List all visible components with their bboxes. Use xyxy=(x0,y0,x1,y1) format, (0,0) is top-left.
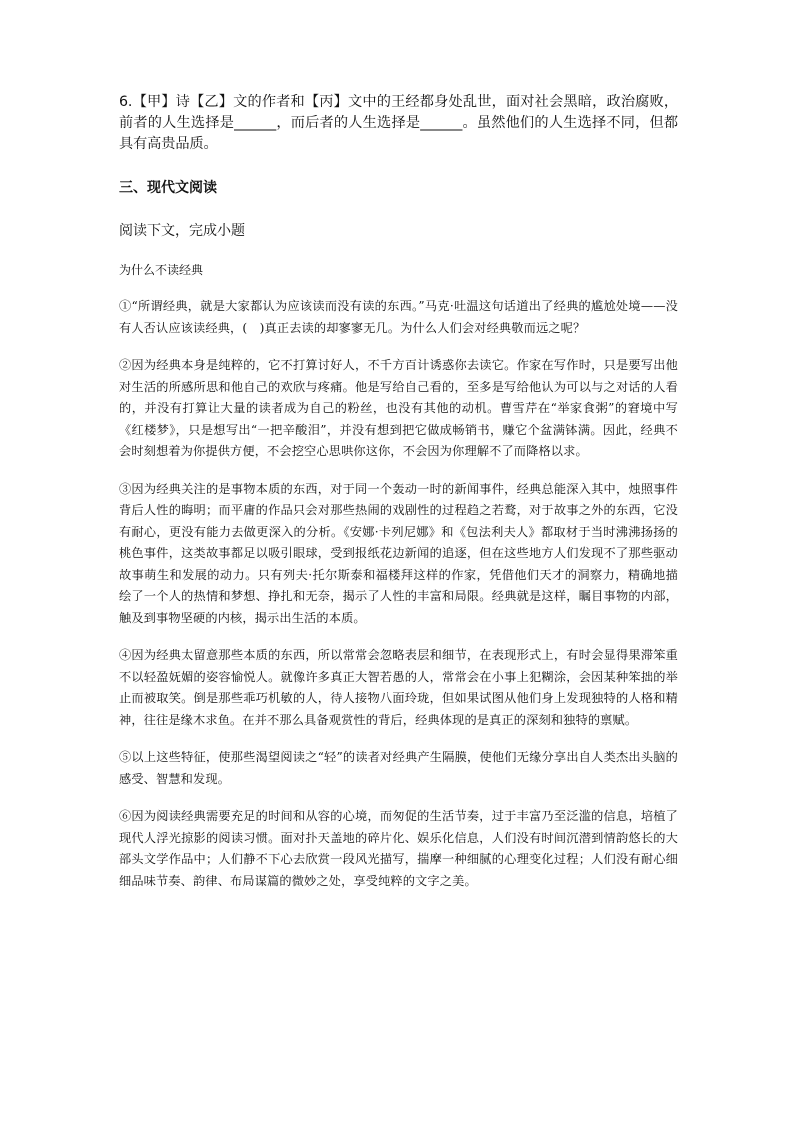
answer-blank-2[interactable]: ______ xyxy=(420,115,463,131)
question-6-text-part2: ，而后者的人生选择是 xyxy=(276,115,421,131)
article-paragraph-2: ②因为经典本身是纯粹的，它不打算讨好人，不千方百计诱惑你去读它。作家在写作时，只是要写出他对生活的所感所思和他自己的欢欣与疼痛。他是写给自己看的，至多是写给他认为可以与之对话的人看的，并没有打算让大量的读者成为自己的粉丝，也没有其他的动机。曹雪芹在“举家食粥”的窘境中写《红楼梦》，只是想写出“一把辛酸泪”，并没有想到把它做成畅销书，赚它个盆满钵满。因此，经典不会时刻想着为你提供方便，不会挖空心思哄你这你，不会因为你理解不了而降格以求。 xyxy=(119,358,678,458)
answer-blank-1[interactable]: ______ xyxy=(234,115,277,131)
document-page xyxy=(119,92,678,892)
article-paragraph-1: ①“所谓经典，就是大家都认为应该读而没有读的东西。”马克·吐温这句话道出了经典的尴尬处境——没有人否认应该读经典，( )真正去读的却寥寥无几。为什么人们会对经典敬而远之呢？ xyxy=(119,299,678,335)
section-title: 三、现代文阅读 xyxy=(119,180,217,196)
article-paragraph-5: ⑤以上这些特征，使那些渴望阅读之“轻”的读者对经典产生隔膜，使他们无缘分享出自人类杰出头脑的感受、智慧和发现。 xyxy=(119,750,678,786)
reading-instruction: 阅读下文，完成小题 xyxy=(119,223,245,239)
article-paragraph-3: ③因为经典关注的是事物本质的东西，对于同一个轰动一时的新闻事件，经典总能深入其中，烛照事件背后人性的晦明；而平庸的作品只会对那些热闹的戏剧性的过程趋之若鹜，对于故事之外的东西，它没有耐心，更没有能力去做更深入的分析。《安娜·卡列尼娜》和《包法利夫人》都取材于当时沸沸扬扬的桃色事件，这类故事都足以吸引眼球，受到报纸花边新闻的追逐，但在这些地方人们发现不了那些驱动故事萌生和发展的动力。只有列夫·托尔斯泰和福楼拜这样的作家，凭借他们天才的洞察力，精确地描绘了一个人的热情和梦想、挣扎和无奈，揭示了人性的丰富和局限。经典就是这样，瞩目事物的内部，触及到事物坚硬的内核，揭示出生活的本质。 xyxy=(119,481,678,625)
question-6-text-part3: 。虽然他们的人生选择不同，但都具有高贵品质。 xyxy=(119,115,678,152)
article-paragraph-6: ⑥因为阅读经典需要充足的时间和从容的心境，而匆促的生活节奏，过于丰富乃至泛滥的信息，培植了现代人浮光掠影的阅读习惯。面对扑天盖地的碎片化、娱乐化信息，人们没有时间沉潜到情韵悠长的大部头文学作品中；人们静不下心去欣赏一段风光描写，揣摩一种细腻的心理变化过程；人们没有耐心细细品味节奏、韵律、布局谋篇的微妙之处，享受纯粹的文字之美。 xyxy=(119,809,678,888)
question-6 xyxy=(119,92,678,155)
article-title: 为什么不读经典 xyxy=(119,263,204,277)
article-paragraph-4: ④因为经典太留意那些本质的东西，所以常常会忽略表层和细节，在表现形式上，有时会显得果滞笨重 不以轻盈妩媚的姿容愉悦人。就像许多真正大智若愚的人，常常会在小事上犯糊涂，会因某种笨拙的举止而被取笑。倒是那些乖巧机敏的人，待人接物八面玲珑，但如果试图从他们身上发现独特的人格和精神，往往是缘木求鱼。在并不那么具备观赏性的背后，经典体现的是真正的深刻和独特的禀赋。 xyxy=(119,648,678,727)
question-6-text-part1: 6.【甲】诗【乙】文的作者和【丙】文中的王经都身处乱世，面对社会黑暗，政治腐败，前者的人生选择是 xyxy=(119,94,678,131)
